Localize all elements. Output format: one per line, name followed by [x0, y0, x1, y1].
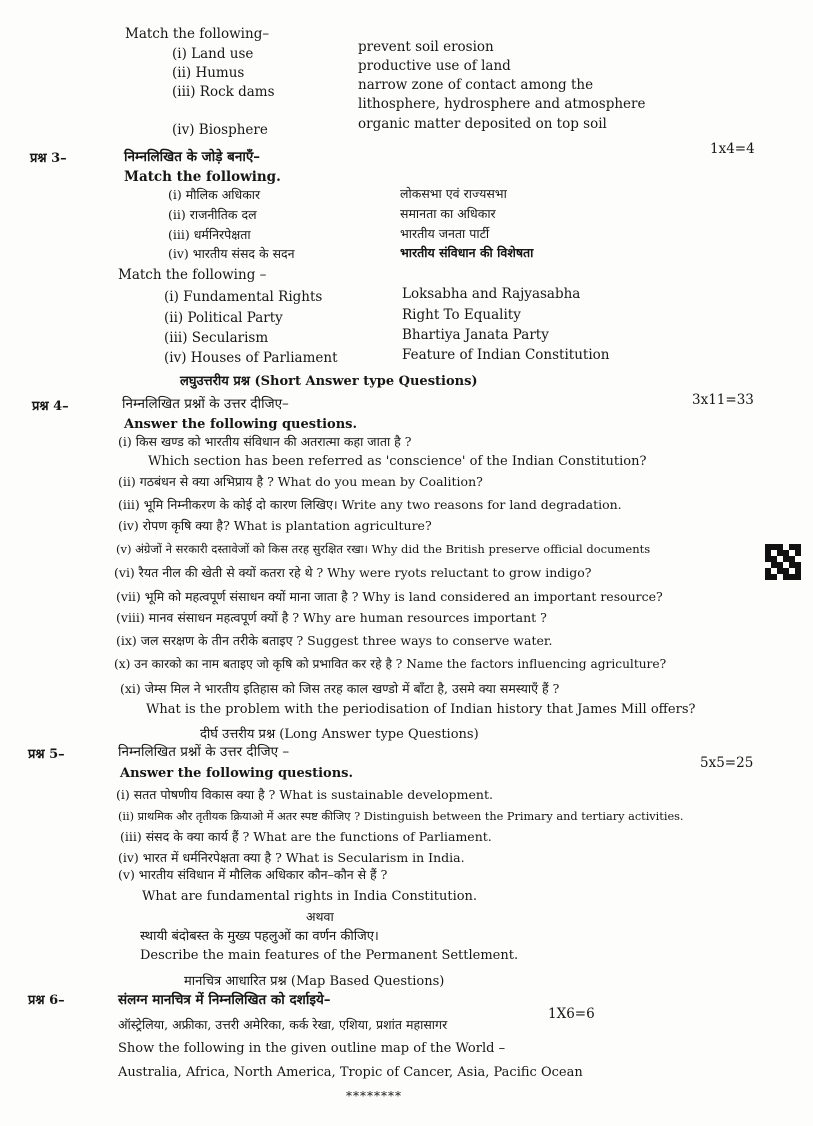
q5-item-3: (iii) संसद के क्या कार्य हैं ? What are the functions of Parliament.: [120, 829, 492, 844]
q3-label: प्रश्न 3–: [30, 151, 67, 166]
short-answer-heading: लघुउत्तरीय प्रश्न (Short Answer type Questions): [180, 374, 478, 389]
q3-right-hi-4: भारतीय संविधान की विशेषता: [400, 245, 534, 260]
match-left-4: (iv) Biosphere: [172, 122, 268, 138]
q5-item-4: (iv) भारत में धर्मनिरपेक्षता क्या है ? What is Secularism in India.: [118, 850, 465, 865]
q3-right-en-3: Bhartiya Janata Party: [402, 327, 549, 343]
q3-left-hi-4: (iv) भारतीय संसद के सदन: [168, 246, 295, 261]
q3-left-en-1: (i) Fundamental Rights: [164, 289, 323, 305]
q5-or: अथवा: [306, 909, 334, 924]
q3-right-hi-2: समानता का अधिकार: [400, 206, 496, 221]
q3-right-hi-3: भारतीय जनता पार्टी: [400, 226, 490, 241]
q4-heading-en: Answer the following questions.: [124, 417, 357, 432]
q3-marks: 1x4=4: [710, 141, 755, 157]
q5-alt-hi: स्थायी बंदोबस्त के मुख्य पहलुओं का वर्णन कीजिए।: [140, 929, 379, 944]
end-mark: ********: [346, 1089, 402, 1103]
q6-marks: 1X6=6: [548, 1006, 595, 1022]
q4-item-5: (v) अंग्रेजों ने सरकारी दस्तावेजों को किस तरह सुरक्षित रखा। Why did the British preserve official documents: [116, 542, 651, 556]
q3-left-hi-3: (iii) धर्मनिरपेक्षता: [168, 227, 251, 242]
q3-heading-en: Match the following.: [124, 169, 281, 185]
q4-item-10: (x) उन कारको का नाम बताइए जो कृषि को प्रभावित कर रहे है ? Name the factors influencing agriculture?: [114, 657, 667, 671]
q4-heading-hi: निम्नलिखित प्रश्नों के उत्तर दीजिए–: [122, 396, 289, 412]
q3-left-hi-2: (ii) राजनीतिक दल: [168, 207, 257, 222]
q4-label: प्रश्न 4–: [32, 399, 69, 414]
q4-item-3: (iii) भूमि निम्नीकरण के कोई दो कारण लिखिए। Write any two reasons for land degradation.: [118, 497, 622, 512]
q3-left-en-4: (iv) Houses of Parliament: [164, 350, 338, 366]
q3-right-en-1: Loksabha and Rajyasabha: [402, 286, 581, 302]
match-title: Match the following–: [125, 26, 270, 42]
map-section-heading: मानचित्र आधारित प्रश्न (Map Based Questions): [184, 974, 445, 989]
q6-places-en: Australia, Africa, North America, Tropic of Cancer, Asia, Pacific Ocean: [118, 1065, 583, 1080]
long-answer-heading: दीर्घ उत्तरीय प्रश्न (Long Answer type Questions): [200, 727, 479, 742]
q6-heading-hi: संलग्न मानचित्र में निम्नलिखित को दर्शाइये–: [118, 992, 331, 1008]
q5-heading-hi: निम्नलिखित प्रश्नों के उत्तर दीजिए –: [118, 744, 290, 760]
match-left-2: (ii) Humus: [172, 65, 245, 81]
q4-item-2: (ii) गठबंधन से क्या अभिप्राय है ? What do you mean by Coalition?: [118, 474, 483, 489]
q6-instruction-en: Show the following in the given outline map of the World –: [118, 1041, 506, 1056]
q5-item-1: (i) सतत पोषणीय विकास क्या है ? What is sustainable development.: [116, 787, 493, 802]
q5-label: प्रश्न 5–: [28, 747, 65, 762]
q3-right-en-4: Feature of Indian Constitution: [402, 347, 610, 363]
q5-item-5-en: What are fundamental rights in India Constitution.: [142, 889, 478, 904]
q4-marks: 3x11=33: [692, 392, 754, 408]
match-right-4: lithosphere, hydrosphere and atmosphere: [358, 96, 646, 112]
q4-item-1: (i) किस खण्ड को भारतीय संविधान की अतरात्मा कहा जाता है ?: [118, 434, 412, 449]
q3-left-en-3: (iii) Secularism: [164, 330, 269, 346]
q3-right-en-2: Right To Equality: [402, 307, 521, 323]
q4-item-6: (vi) रैयत नील की खेती से क्यों कतरा रहे थे ? Why were ryots reluctant to grow indigo?: [114, 565, 592, 580]
match-left-3: (iii) Rock dams: [172, 84, 275, 100]
q3-left-en-2: (ii) Political Party: [164, 310, 283, 326]
q5-item-5: (v) भारतीय संविधान में मौलिक अधिकार कौन–कौन से हैं ?: [118, 867, 388, 882]
q3-right-hi-1: लोकसभा एवं राज्यसभा: [400, 186, 507, 201]
q4-item-4: (iv) रोपण कृषि क्या है? What is plantation agriculture?: [118, 518, 432, 533]
q3-heading-hi: निम्नलिखित के जोड़े बनाएँ–: [124, 149, 261, 165]
match-left-1: (i) Land use: [172, 46, 254, 62]
q5-alt-en: Describe the main features of the Permanent Settlement.: [140, 948, 519, 963]
q4-item-8: (viii) मानव संसाधन महत्वपूर्ण क्यों है ? Why are human resources important ?: [116, 610, 547, 625]
match-right-1: prevent soil erosion: [358, 39, 494, 55]
match-right-3: narrow zone of contact among the: [358, 77, 594, 93]
q5-item-2: (ii) प्राथमिक और तृतीयक क्रियाओ में अतर स्पष्ट कीजिए ? Distinguish between the Primary and tertiary activities.: [118, 810, 684, 823]
q6-label: प्रश्न 6–: [28, 993, 65, 1008]
q4-item-9: (ix) जल सरक्षण के तीन तरीके बताइए ? Suggest three ways to conserve water.: [116, 633, 553, 648]
q4-item-11: (xi) जेम्स मिल ने भारतीय इतिहास को जिस तरह काल खण्डो में बाँटा है, उसमे क्या समस्याएँ हैं ?: [120, 681, 560, 696]
match-right-2: productive use of land: [358, 58, 511, 74]
q3-left-hi-1: (i) मौलिक अधिकार: [168, 187, 261, 202]
q4-item-1-en: Which section has been referred as 'conscience' of the Indian Constitution?: [148, 454, 647, 469]
qr-code-icon: [765, 544, 801, 580]
q4-item-7: (vii) भूमि को महत्वपूर्ण संसाधन क्यों माना जाता है ? Why is land considered an important resource?: [116, 589, 663, 604]
q4-item-11-en: What is the problem with the periodisation of Indian history that James Mill offers?: [146, 702, 696, 717]
q5-marks: 5x5=25: [700, 755, 754, 771]
match-right-5: organic matter deposited on top soil: [358, 116, 607, 132]
q6-places-hi: ऑस्ट्रेलिया, अफ्रीका, उत्तरी अमेरिका, कर्क रेखा, एशिया, प्रशांत महासागर: [118, 1017, 448, 1032]
q5-heading-en: Answer the following questions.: [120, 766, 353, 781]
q3-subheading-en: Match the following –: [118, 267, 267, 283]
